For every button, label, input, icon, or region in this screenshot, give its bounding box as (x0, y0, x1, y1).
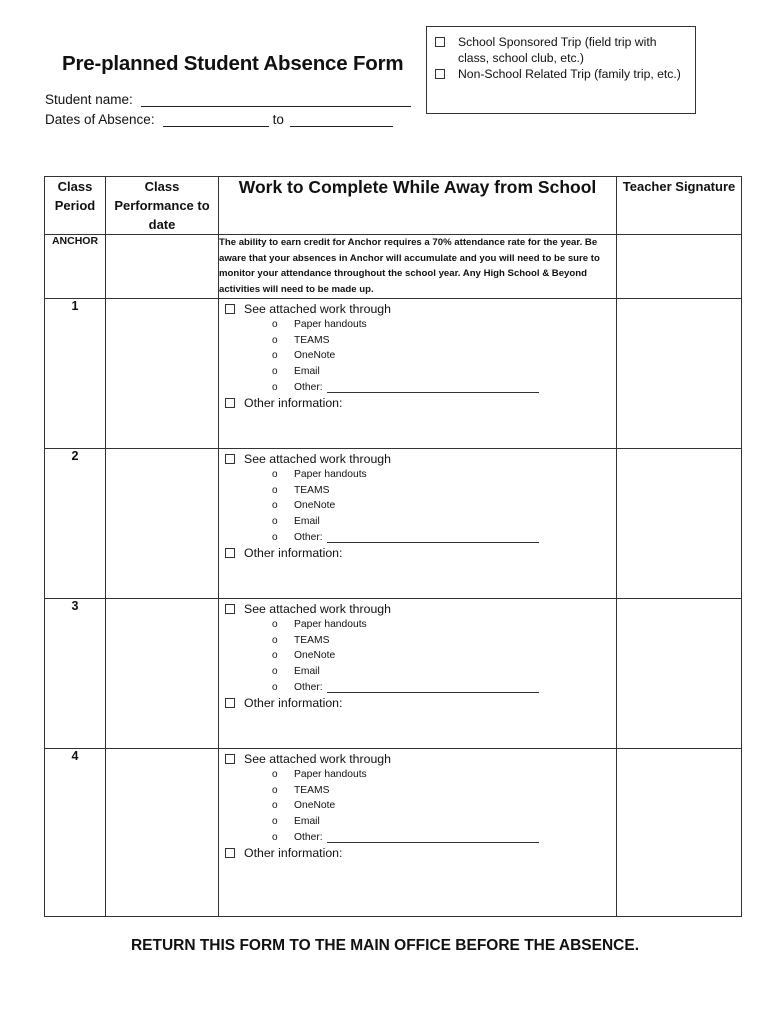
other-info-option (225, 395, 616, 411)
footer-instruction: RETURN THIS FORM TO THE MAIN OFFICE BEFORE THE ABSENCE. (130, 937, 640, 954)
work-method-label: OneNote (294, 800, 336, 812)
period-row (45, 749, 742, 917)
other-info-checkbox[interactable] (225, 398, 235, 408)
school-trip-checkbox[interactable] (435, 37, 445, 47)
bullet-icon: o (272, 769, 278, 781)
see-attached-checkbox[interactable] (225, 304, 235, 314)
anchor-period: ANCHOR (45, 235, 106, 299)
bullet-icon: o (272, 334, 278, 346)
performance-cell[interactable] (106, 599, 219, 749)
work-method-item (225, 664, 616, 680)
header-work: Work to Complete While Away from School (219, 177, 617, 235)
trip-option-school (435, 34, 687, 66)
work-method-item (225, 798, 616, 814)
period-number: 2 (45, 449, 106, 599)
work-method-item (225, 317, 616, 333)
form-title: Pre-planned Student Absence Form (62, 52, 404, 75)
work-method-item (225, 483, 616, 499)
period-number: 3 (45, 599, 106, 749)
bullet-icon: o (272, 800, 278, 812)
nonschool-trip-checkbox[interactable] (435, 69, 445, 79)
trip-type-box (426, 26, 696, 114)
school-trip-label: School Sponsored Trip (field trip with class, school club, etc.) (458, 35, 657, 65)
see-attached-checkbox[interactable] (225, 454, 235, 464)
see-attached-option (225, 301, 616, 317)
bullet-icon: o (272, 366, 278, 378)
see-attached-checkbox[interactable] (225, 754, 235, 764)
work-method-item (225, 348, 616, 364)
student-name-label: Student name: (45, 92, 133, 107)
date-start-field[interactable] (163, 112, 269, 127)
bullet-icon: o (272, 784, 278, 796)
signature-cell[interactable] (617, 299, 742, 449)
work-method-label: TEAMS (294, 634, 330, 646)
work-method-item (225, 783, 616, 799)
anchor-note: The ability to earn credit for Anchor requires a 70% attendance rate for the year. Be aware that your absences in Anchor will accumulate and you will need to be sure to monitor your attendance throughout the school year. Any High School & Beyond activities will need to be made up. (219, 235, 617, 299)
bullet-icon: o (272, 381, 278, 393)
date-end-field[interactable] (290, 112, 393, 127)
other-method-field[interactable] (327, 682, 539, 693)
work-method-item (225, 379, 616, 395)
see-attached-option (225, 451, 616, 467)
signature-cell[interactable] (617, 749, 742, 917)
see-attached-option (225, 751, 616, 767)
work-method-label: Email (294, 366, 320, 378)
work-method-label: Paper handouts (294, 469, 367, 481)
work-method-item (225, 364, 616, 380)
period-row (45, 299, 742, 449)
bullet-icon: o (272, 350, 278, 362)
anchor-signature-cell[interactable] (617, 235, 742, 299)
work-method-item (225, 679, 616, 695)
work-method-item (225, 333, 616, 349)
anchor-performance-cell[interactable] (106, 235, 219, 299)
work-method-label: OneNote (294, 650, 336, 662)
work-method-item (225, 633, 616, 649)
bullet-icon: o (272, 831, 278, 843)
student-name-field[interactable] (141, 92, 411, 107)
work-method-item (225, 829, 616, 845)
header-row (45, 177, 742, 235)
work-method-label: Other: (294, 531, 323, 543)
performance-cell[interactable] (106, 749, 219, 917)
nonschool-trip-label: Non-School Related Trip (family trip, etc.) (458, 67, 681, 81)
work-method-label: TEAMS (294, 334, 330, 346)
other-info-option (225, 695, 616, 711)
work-method-item (225, 514, 616, 530)
work-method-label: Other: (294, 831, 323, 843)
student-name-row (45, 92, 411, 107)
bullet-icon: o (272, 500, 278, 512)
work-method-item (225, 529, 616, 545)
work-method-label: Email (294, 666, 320, 678)
see-attached-option (225, 601, 616, 617)
see-attached-checkbox[interactable] (225, 604, 235, 614)
performance-cell[interactable] (106, 299, 219, 449)
bullet-icon: o (272, 681, 278, 693)
work-method-label: Other: (294, 681, 323, 693)
work-method-label: Email (294, 816, 320, 828)
performance-cell[interactable] (106, 449, 219, 599)
other-info-checkbox[interactable] (225, 848, 235, 858)
work-method-label: Other: (294, 381, 323, 393)
see-attached-label: See attached work through (244, 602, 391, 616)
period-number: 4 (45, 749, 106, 917)
see-attached-label: See attached work through (244, 302, 391, 316)
work-method-label: OneNote (294, 350, 336, 362)
work-method-label: TEAMS (294, 784, 330, 796)
bullet-icon: o (272, 816, 278, 828)
other-method-field[interactable] (327, 532, 539, 543)
see-attached-label: See attached work through (244, 752, 391, 766)
bullet-icon: o (272, 634, 278, 646)
see-attached-label: See attached work through (244, 452, 391, 466)
bullet-icon: o (272, 469, 278, 481)
other-info-label: Other information: (244, 545, 343, 560)
work-method-label: TEAMS (294, 484, 330, 496)
anchor-row (45, 235, 742, 299)
header-teacher-signature: Teacher Signature (617, 177, 742, 235)
bullet-icon: o (272, 516, 278, 528)
work-cell (219, 449, 617, 599)
other-method-field[interactable] (327, 832, 539, 843)
period-row (45, 599, 742, 749)
work-method-label: Email (294, 516, 320, 528)
other-info-label: Other information: (244, 395, 343, 410)
signature-cell[interactable] (617, 599, 742, 749)
other-info-label: Other information: (244, 695, 343, 710)
header-class-period: Class Period (45, 177, 106, 235)
period-number: 1 (45, 299, 106, 449)
bullet-icon: o (272, 650, 278, 662)
period-row (45, 449, 742, 599)
other-info-label: Other information: (244, 845, 343, 860)
work-method-label: Paper handouts (294, 619, 367, 631)
work-cell (219, 599, 617, 749)
work-method-item (225, 767, 616, 783)
trip-option-nonschool (435, 66, 687, 82)
dates-row (45, 112, 393, 127)
other-info-checkbox[interactable] (225, 548, 235, 558)
dates-to-label: to (272, 112, 284, 127)
work-cell (219, 299, 617, 449)
work-method-item (225, 814, 616, 830)
work-method-label: OneNote (294, 500, 336, 512)
bullet-icon: o (272, 619, 278, 631)
work-method-label: Paper handouts (294, 319, 367, 331)
work-method-item (225, 498, 616, 514)
work-method-item (225, 617, 616, 633)
work-method-item (225, 648, 616, 664)
bullet-icon: o (272, 484, 278, 496)
bullet-icon: o (272, 531, 278, 543)
other-method-field[interactable] (327, 382, 539, 393)
bullet-icon: o (272, 319, 278, 331)
bullet-icon: o (272, 666, 278, 678)
signature-cell[interactable] (617, 449, 742, 599)
dates-label: Dates of Absence: (45, 112, 155, 127)
absence-table (44, 176, 742, 917)
work-method-item (225, 467, 616, 483)
other-info-option (225, 545, 616, 561)
work-method-label: Paper handouts (294, 769, 367, 781)
header-class-performance: Class Performance to date (106, 177, 219, 235)
other-info-checkbox[interactable] (225, 698, 235, 708)
work-cell (219, 749, 617, 917)
other-info-option (225, 845, 616, 861)
